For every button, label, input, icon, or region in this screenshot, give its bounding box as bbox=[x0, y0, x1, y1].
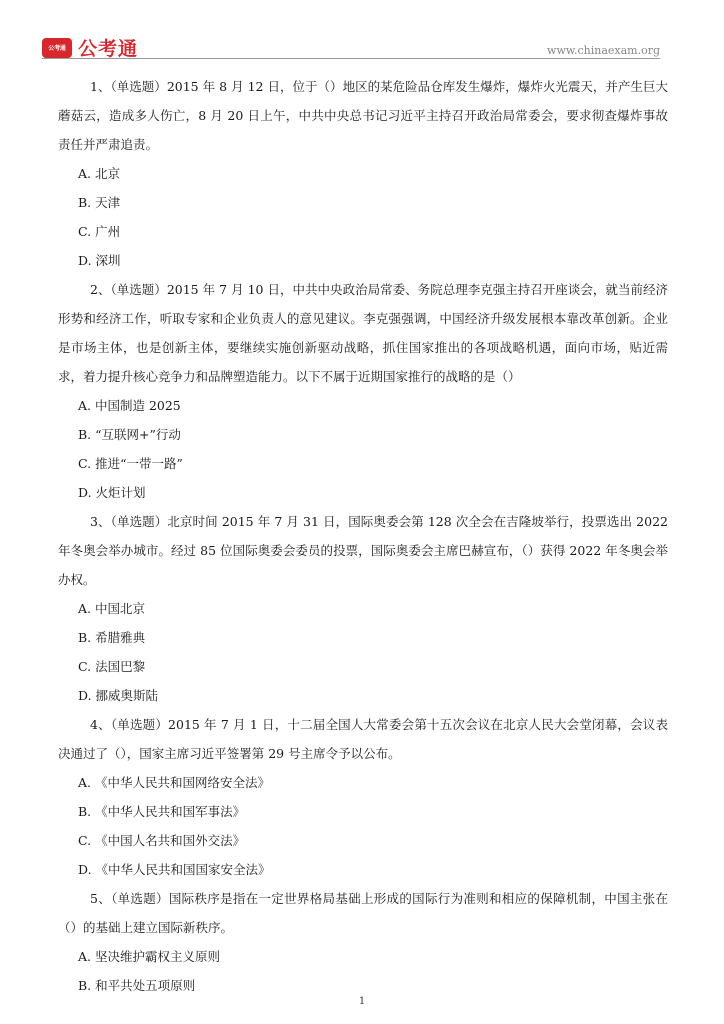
question-stem: 1、（单选题）2015 年 8 月 12 日，位于（）地区的某危险品仓库发生爆炸，爆炸火光震天，并产生巨大蘑菇云，造成多人伤亡，8 月 20 日上午，中共中央总书记习近平主持召开政治局常委会，要求彻查爆炸事故责任并严肃追责。 bbox=[58, 79, 668, 152]
header-divider bbox=[42, 58, 660, 59]
question-block bbox=[58, 72, 668, 275]
answer-option: B. 《中华人民共和国军事法》 bbox=[78, 804, 246, 819]
document-body bbox=[58, 72, 668, 1000]
answer-option: A. 北京 bbox=[78, 166, 120, 181]
question-stem: 2、（单选题）2015 年 7 月 10 日，中共中央政治局常委、务院总理李克强主持召开座谈会，就当前经济形势和经济工作，听取专家和企业负责人的意见建议。李克强强调，中国经济升级发展根本靠改革创新。企业是市场主体，也是创新主体，要继续实施创新驱动战略，抓住国家推出的各项战略机遇，面向市场，贴近需求，着力提升核心竞争力和品牌塑造能力。以下不属于近期国家推行的战略的是（） bbox=[58, 282, 668, 384]
answer-option: D. 挪威奥斯陆 bbox=[78, 688, 159, 703]
answer-option: C. 法国巴黎 bbox=[78, 659, 146, 674]
answer-option: A. 坚决维护霸权主义原则 bbox=[78, 949, 220, 964]
logo-badge-icon: 公考通 bbox=[42, 38, 72, 58]
question-stem: 5、（单选题）国际秩序是指在一定世界格局基础上形成的国际行为准则和相应的保障机制，中国主张在（）的基础上建立国际新秩序。 bbox=[58, 891, 668, 935]
page-header bbox=[0, 0, 724, 62]
question-block bbox=[58, 275, 668, 507]
answer-option: A. 中国北京 bbox=[78, 601, 145, 616]
question-block bbox=[58, 710, 668, 884]
answer-option: D. 深圳 bbox=[78, 253, 121, 268]
question-stem: 4、（单选题）2015 年 7 月 1 日，十二届全国人大常委会第十五次会议在北京人民大会堂闭幕，会议表决通过了（），国家主席习近平签署第 29 号主席令予以公布。 bbox=[58, 717, 668, 761]
answer-option: D. 火炬计划 bbox=[78, 485, 146, 500]
answer-option: B. 希腊雅典 bbox=[78, 630, 146, 645]
answer-option: D. 《中华人民共和国国家安全法》 bbox=[78, 862, 271, 877]
page-number: 1 bbox=[358, 996, 366, 1007]
answer-option: A. 《中华人民共和国网络安全法》 bbox=[78, 775, 270, 790]
site-url[interactable]: www.chinaexam.org bbox=[547, 44, 660, 57]
question-stem: 3、（单选题）北京时间 2015 年 7 月 31 日，国际奥委会第 128 次全会在吉隆坡举行，投票选出 2022 年冬奥会举办城市。经过 85 位国际奥委会委员的投票，国际奥委会主席巴赫宣布，（）获得 2022 年冬奥会举办权。 bbox=[58, 514, 668, 587]
answer-option: A. 中国制造 2025 bbox=[78, 398, 181, 413]
question-block bbox=[58, 884, 668, 1000]
answer-option: C. 《中国人名共和国外交法》 bbox=[78, 833, 246, 848]
answer-option: C. 广州 bbox=[78, 224, 121, 239]
answer-option: B. 和平共处五项原则 bbox=[78, 978, 196, 993]
logo-text: 公考通 bbox=[78, 38, 139, 60]
answer-option: B. “互联网+”行动 bbox=[78, 427, 181, 442]
question-block bbox=[58, 507, 668, 710]
answer-option: B. 天津 bbox=[78, 195, 121, 210]
answer-option: C. 推进“一带一路” bbox=[78, 456, 183, 471]
brand-logo[interactable] bbox=[42, 34, 138, 61]
